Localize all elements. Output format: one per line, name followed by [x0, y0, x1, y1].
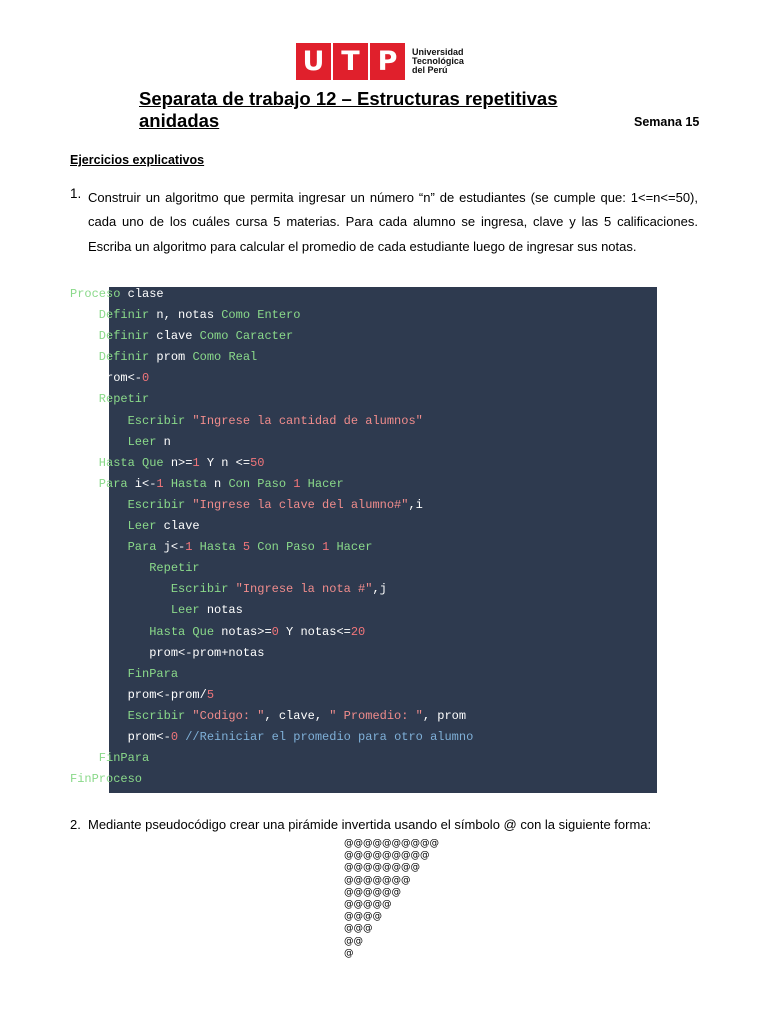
pyramid-row: @@@@@@@@@@ — [344, 838, 439, 849]
pyramid-row: @@@ — [344, 923, 373, 935]
pyramid-row: @@@@ — [344, 911, 382, 923]
logo-letter-u: U — [296, 43, 331, 80]
pyramid-row: @@ — [344, 935, 363, 947]
code-line: Proceso clase — [70, 287, 164, 301]
code-line: FinProceso — [70, 772, 143, 787]
pyramid-row: @@@@@@@ — [344, 874, 411, 886]
code-line: Leer n — [70, 434, 171, 449]
code-line: FinPara — [70, 751, 150, 766]
title-line-1: Separata de trabajo 12 – Estructuras repetitivas — [139, 88, 558, 109]
pyramid-row: @@@@@@@@@ — [344, 850, 430, 862]
exercise-2-text: Mediante pseudocódigo crear una pirámide invertida usando el símbolo @ con la siguiente forma: — [88, 817, 652, 832]
exercise-1-text: Construir un algoritmo que permita ingresar un número “n” de estudiantes (se cumple que: 1<=n<=50), cada uno de los cuáles cursa 5 materias. Para cada alumno se ingresa, clave y las 5 calificaciones. Escriba un algoritmo para calcular el promedio de cada estudiante luego de ingresar sus notas. — [88, 190, 698, 254]
utp-logo — [296, 43, 464, 80]
document-title — [139, 88, 558, 132]
section-heading: Ejercicios explicativos — [70, 153, 205, 167]
pyramid-row: @@@@@@@@ — [344, 862, 420, 874]
code-line: Definir prom Como Real — [70, 350, 258, 365]
code-line: prom<-prom/5 — [70, 687, 215, 702]
code-line: prom<-prom+notas — [70, 645, 265, 660]
exercise-1-number: 1. — [70, 186, 82, 201]
logo-letter-p: P — [370, 43, 405, 80]
pyramid-row: @@@@@ — [344, 898, 392, 910]
logo-letter-t: T — [333, 43, 368, 80]
code-line: FinPara — [70, 666, 179, 681]
code-line: Leer notas — [70, 603, 243, 618]
code-line: Definir n, notas Como Entero — [70, 308, 301, 323]
pyramid-row: @ — [344, 947, 354, 959]
code-line: Para i<-1 Hasta n Con Paso 1 Hacer — [70, 476, 344, 491]
code-line: Para j<-1 Hasta 5 Con Paso 1 Hacer — [70, 540, 373, 555]
code-line: Repetir — [70, 561, 200, 576]
code-line: Escribir "Ingrese la cantidad de alumnos" — [70, 413, 423, 428]
code-line: Hasta Que n>=1 Y n <=50 — [70, 455, 265, 470]
code-line: Escribir "Codigo: ", clave, " Promedio: ", prom — [70, 708, 467, 723]
logo-text-line: Universidad — [412, 47, 464, 57]
pyramid-row: @@@@@@ — [344, 886, 401, 898]
code-line: Repetir — [70, 392, 150, 407]
code-line: prom<-0 //Reiniciar el promedio para otro alumno — [70, 729, 474, 744]
inverted-pyramid — [344, 838, 439, 960]
code-line: Hasta Que notas>=0 Y notas<=20 — [70, 624, 366, 639]
code-line: Leer clave — [70, 519, 200, 534]
logo-text-line: del Perú — [412, 65, 448, 75]
week-label: Semana 15 — [634, 115, 700, 129]
logo-text-line: Tecnológica — [412, 56, 464, 66]
code-line: rom<-0 — [70, 371, 150, 386]
exercise-2-number: 2. — [70, 817, 81, 832]
pseudocode-block — [70, 284, 473, 790]
title-line-2: anidadas — [139, 110, 220, 131]
code-line: Escribir "Ingrese la nota #",j — [70, 582, 387, 597]
code-line: Definir clave Como Caracter — [70, 329, 294, 344]
logo-university-name — [412, 48, 464, 75]
code-line: Escribir "Ingrese la clave del alumno#",i — [70, 497, 423, 512]
